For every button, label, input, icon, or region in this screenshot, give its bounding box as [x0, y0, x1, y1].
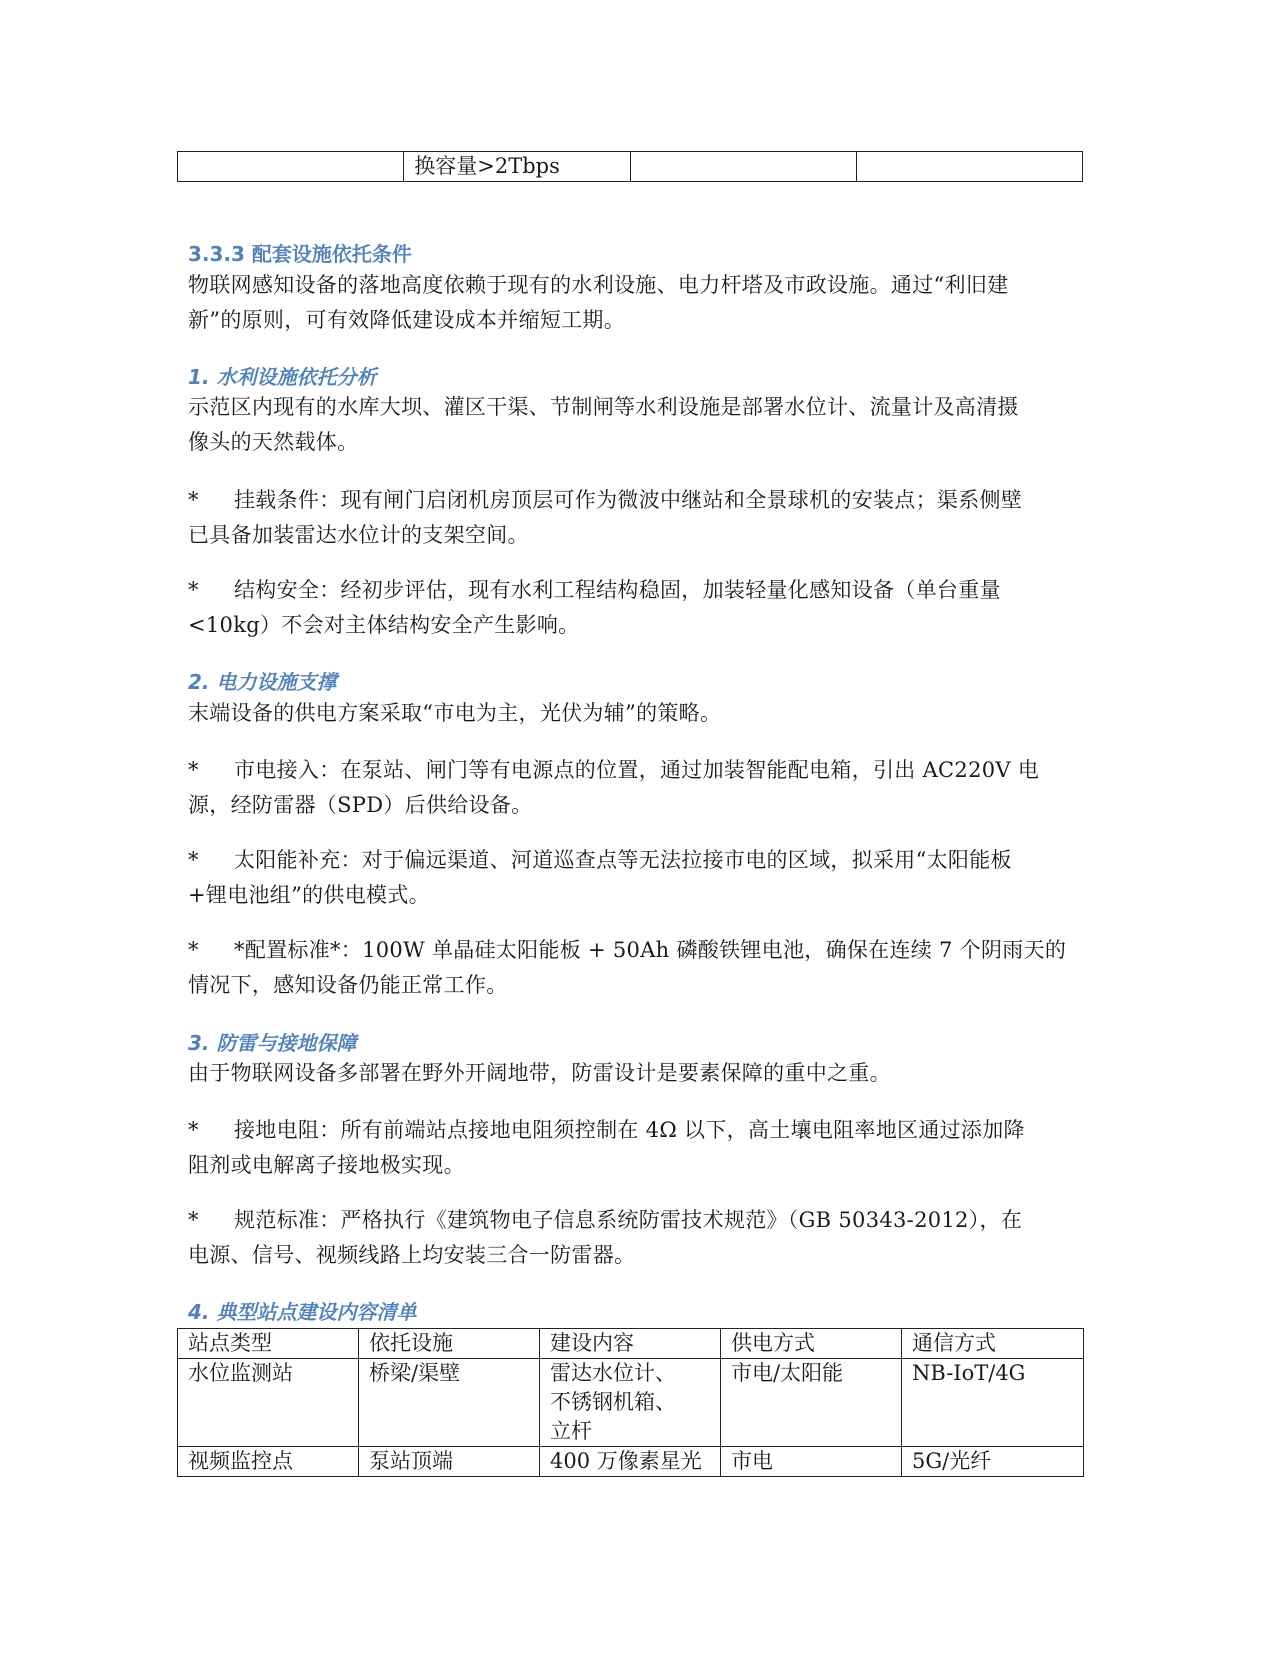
paragraph-line: 末端设备的供电方案采取“市电为主，光伏为辅”的策略。 [188, 701, 722, 725]
paragraph-line: 新”的原则，可有效降低建设成本并缩短工期。 [188, 308, 626, 332]
table-row [178, 1359, 1084, 1447]
table-cell: 5G/光纤 [902, 1447, 1084, 1477]
paragraph-line: <10kg）不会对主体结构安全产生影响。 [188, 613, 580, 637]
bullet-text: 市电接入：在泵站、闸门等有电源点的位置，通过加装智能配电箱，引出 AC220V 电 [234, 758, 1040, 782]
subsection-heading: 3. 防雷与接地保障 [188, 1031, 357, 1055]
cell-line: 不锈钢机箱、 [550, 1390, 676, 1414]
table-cell [540, 1359, 721, 1447]
cell-line: 雷达水位计、 [550, 1361, 676, 1385]
site-list-table [177, 1328, 1084, 1477]
bullet-item [188, 843, 1088, 878]
paragraph-line: 电源、信号、视频线路上均安装三合一防雷器。 [188, 1243, 636, 1267]
bullet-text: 挂载条件：现有闸门启闭机房顶层可作为微波中继站和全景球机的安装点；渠系侧壁 [234, 488, 1023, 512]
bullet-marker: * [188, 848, 199, 872]
cell-line: 立杆 [550, 1419, 592, 1443]
table-cell [630, 152, 856, 182]
paragraph-line: 阻剂或电解离子接地极实现。 [188, 1153, 465, 1177]
bullet-item [188, 1203, 1088, 1238]
table-cell: 市电/太阳能 [721, 1359, 902, 1447]
table-cell [856, 152, 1082, 182]
continued-table [177, 151, 1083, 182]
table-cell: 水位监测站 [178, 1359, 359, 1447]
table-row [178, 152, 1083, 182]
table-header-row [178, 1329, 1084, 1359]
bullet-item [188, 753, 1088, 788]
bullet-marker: * [188, 1208, 199, 1232]
bullet-marker: * [188, 578, 199, 602]
paragraph-line: 物联网感知设备的落地高度依赖于现有的水利设施、电力杆塔及市政设施。通过“利旧建 [188, 273, 1009, 297]
subsection-heading: 1. 水利设施依托分析 [188, 365, 377, 389]
bullet-text: *配置标准*：100W 单晶硅太阳能板 + 50Ah 磷酸铁锂电池，确保在连续 7 个阴雨天的 [234, 938, 1067, 962]
bullet-marker: * [188, 938, 199, 962]
table-row [178, 1447, 1084, 1477]
table-cell: NB-IoT/4G [902, 1359, 1084, 1447]
table-cell: 市电 [721, 1447, 902, 1477]
table-header-cell: 站点类型 [178, 1329, 359, 1359]
section-heading: 3.3.3 配套设施依托条件 [188, 242, 412, 266]
bullet-text: 接地电阻：所有前端站点接地电阻须控制在 4Ω 以下，高土壤电阻率地区通过添加降 [234, 1118, 1025, 1142]
bullet-item [188, 483, 1088, 518]
table-header-cell: 供电方式 [721, 1329, 902, 1359]
bullet-item [188, 573, 1088, 608]
table-header-cell: 建设内容 [540, 1329, 721, 1359]
bullet-text: 规范标准：严格执行《建筑物电子信息系统防雷技术规范》（GB 50343-2012），在 [234, 1208, 1023, 1232]
bullet-text: 太阳能补充：对于偏远渠道、河道巡查点等无法拉接市电的区域，拟采用“太阳能板 [234, 848, 1012, 872]
paragraph-line: 情况下，感知设备仍能正常工作。 [188, 973, 508, 997]
table-cell: 换容量>2Tbps [404, 152, 630, 182]
bullet-text: 结构安全：经初步评估，现有水利工程结构稳固，加装轻量化感知设备（单台重量 [234, 578, 1001, 602]
table-header-cell: 通信方式 [902, 1329, 1084, 1359]
table-header-cell: 依托设施 [359, 1329, 540, 1359]
paragraph-line: 源，经防雷器（SPD）后供给设备。 [188, 793, 533, 817]
table-cell: 桥梁/渠壁 [359, 1359, 540, 1447]
paragraph-line: 示范区内现有的水库大坝、灌区干渠、节制闸等水利设施是部署水位计、流量计及高清摄 [188, 395, 1019, 419]
bullet-marker: * [188, 1118, 199, 1142]
table-cell: 视频监控点 [178, 1447, 359, 1477]
paragraph-line: +锂电池组”的供电模式。 [188, 883, 430, 907]
bullet-item [188, 933, 1088, 968]
paragraph-line: 由于物联网设备多部署在野外开阔地带，防雷设计是要素保障的重中之重。 [188, 1061, 891, 1085]
bullet-item [188, 1113, 1088, 1148]
paragraph-line: 已具备加装雷达水位计的支架空间。 [188, 523, 529, 547]
table-cell [540, 1447, 721, 1477]
bullet-marker: * [188, 488, 199, 512]
table-cell: 泵站顶端 [359, 1447, 540, 1477]
subsection-heading: 4. 典型站点建设内容清单 [188, 1300, 417, 1324]
bullet-marker: * [188, 758, 199, 782]
subsection-heading: 2. 电力设施支撑 [188, 670, 337, 694]
table-cell [178, 152, 404, 182]
paragraph-line: 像头的天然载体。 [188, 430, 359, 454]
cell-line: 400 万像素星光 [550, 1449, 702, 1473]
